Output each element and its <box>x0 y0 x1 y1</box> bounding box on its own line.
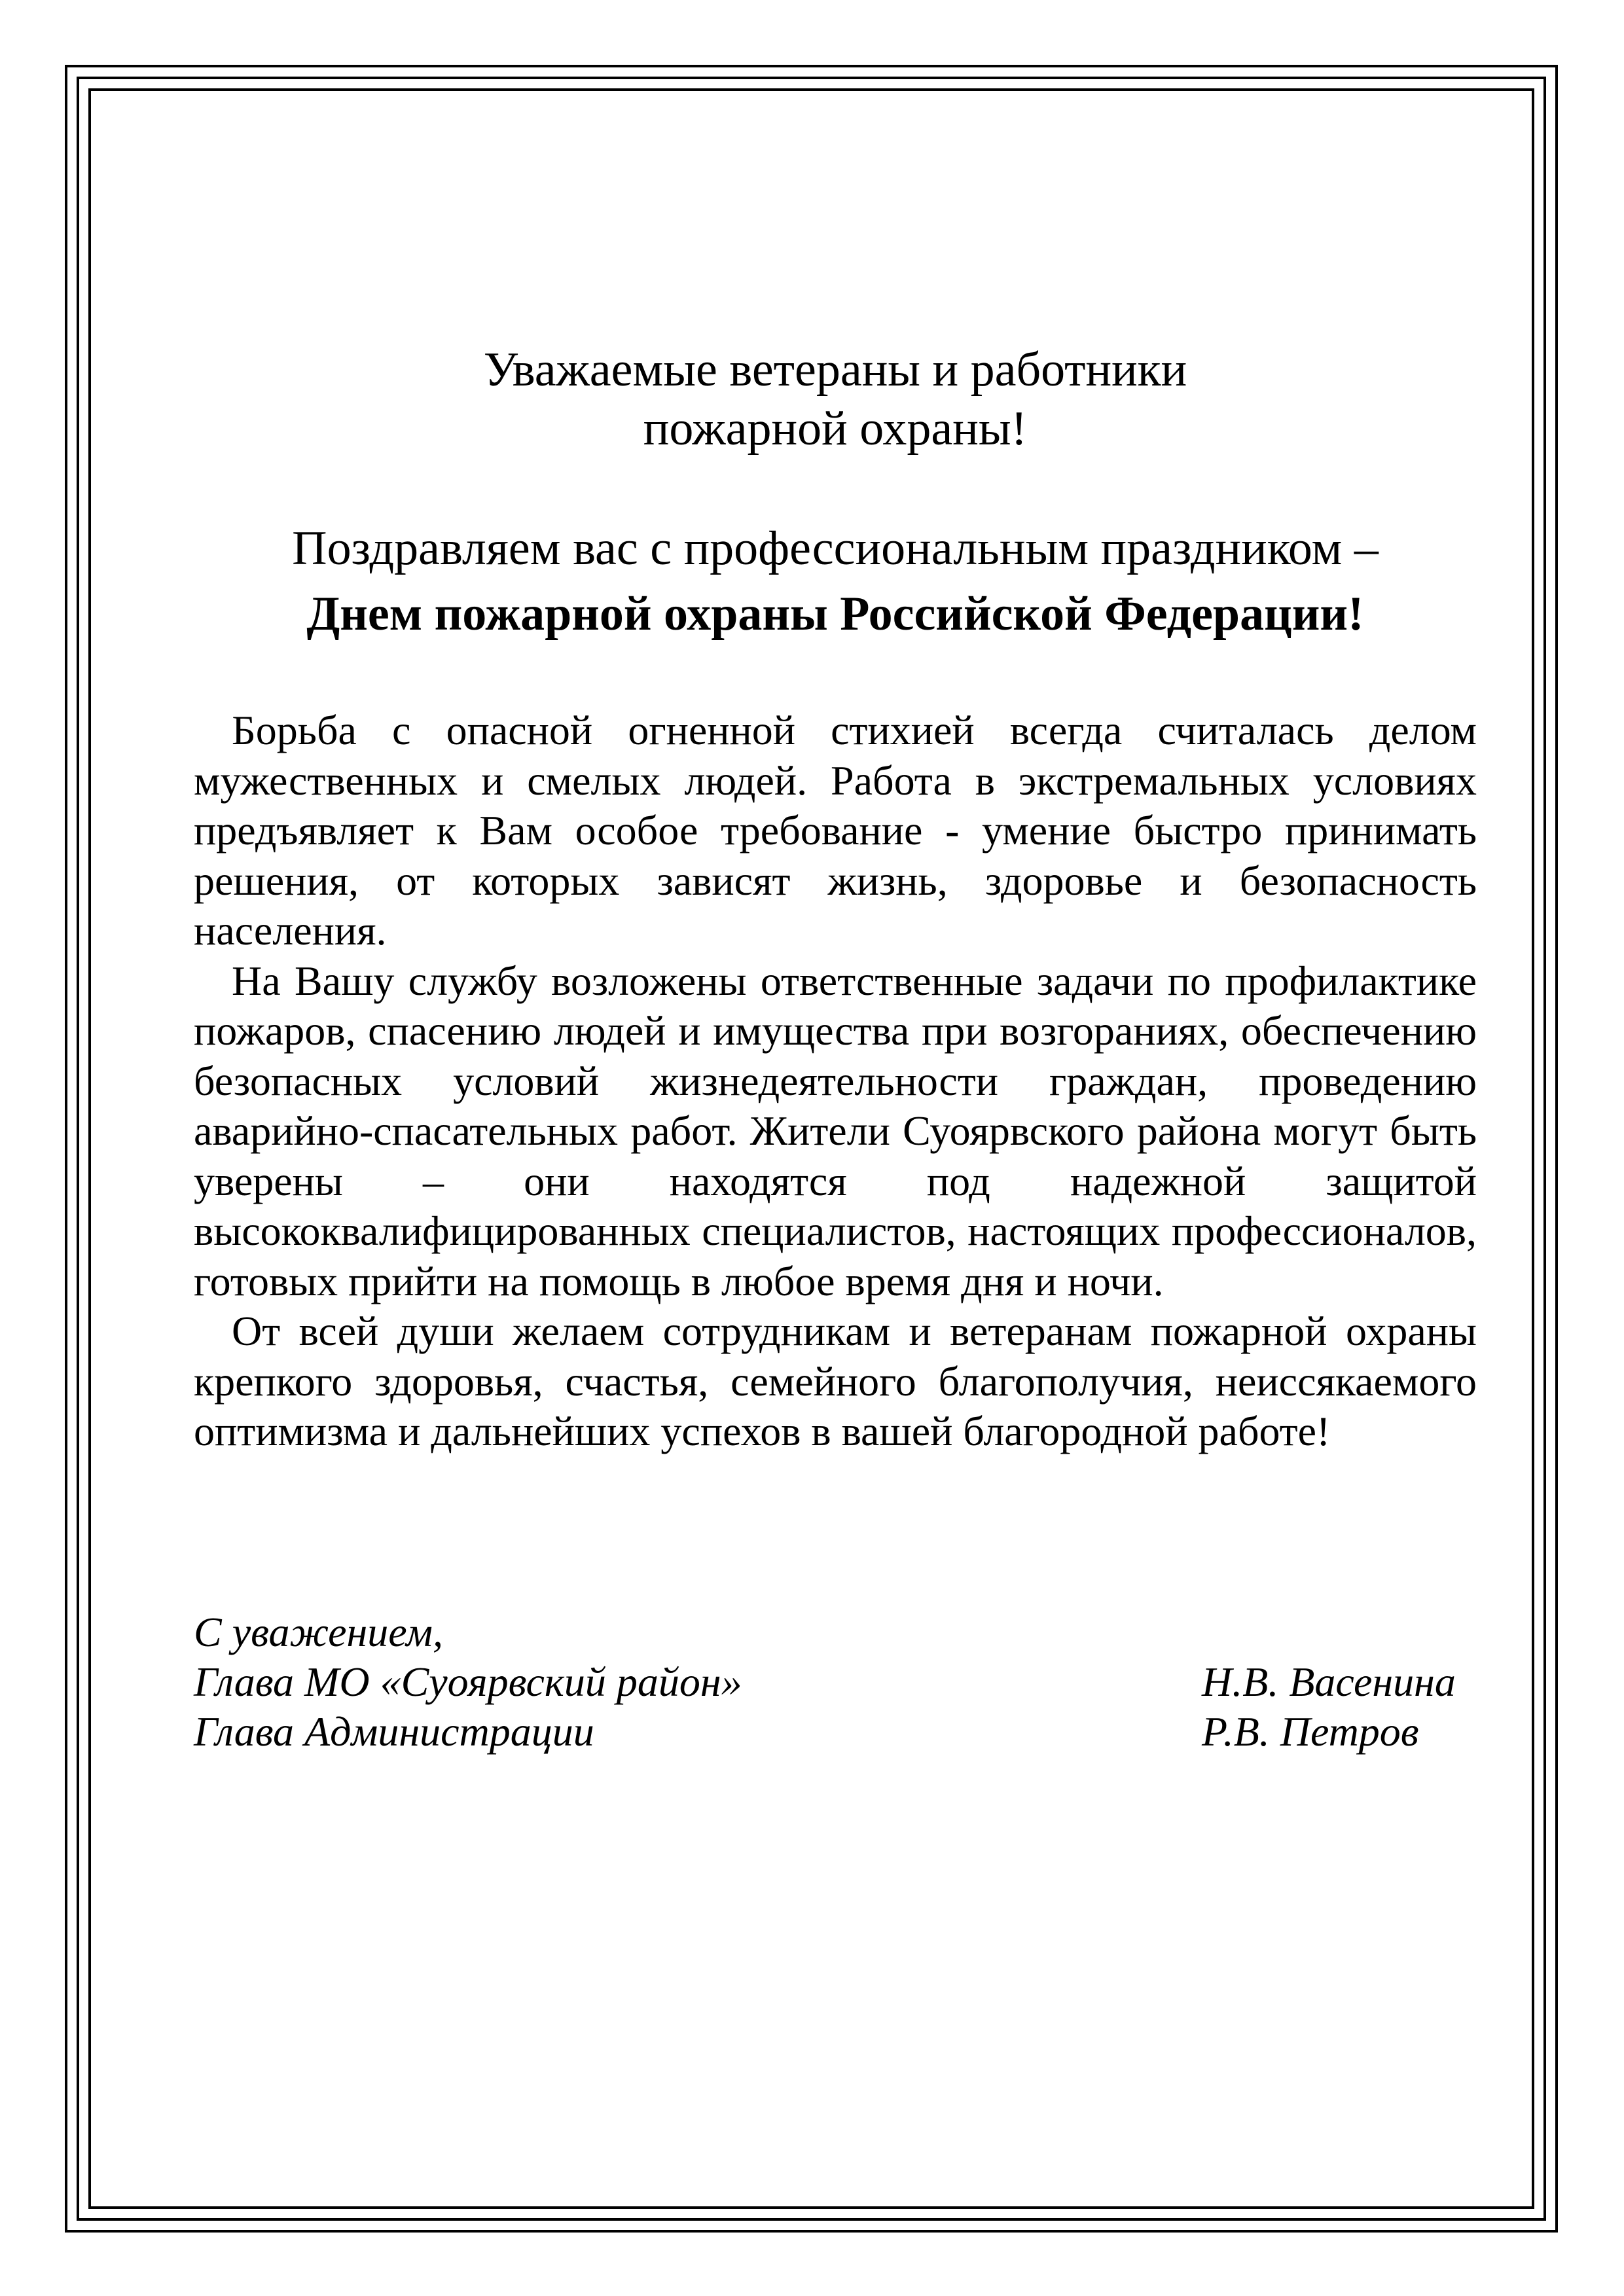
congratulation-line-2 <box>194 581 1477 647</box>
signature-row-2 <box>194 1707 1477 1757</box>
signatory-title-1: Глава МО «Суоярвский район» <box>194 1658 742 1705</box>
congratulation-line-1: Поздравляем вас с профессиональным праздником – <box>292 522 1379 575</box>
greeting-line-1: Уважаемые ветераны и работники <box>483 343 1187 397</box>
signatory-title-2: Глава Администрации <box>194 1708 594 1755</box>
body-paragraph-3: От всей души желаем сотрудникам и ветеранам пожарной охраны крепкого здоровья, счастья, семейного благополучия, неиссякаемого оптимизма и дальнейших успехов в вашей благородной работе! <box>194 1308 1477 1454</box>
body-paragraph-2: На Вашу службу возложены ответственные задачи по профилактике пожаров, спасению людей и имущества при возгораниях, обеспечению безопасных условий жизнедеятельности граждан, проведению аварийно-спасательных работ. Жители Суоярвского района могут быть уверены – они находятся под надежной защитой высококвалифицированных специалистов, настоящих профессионалов, готовых прийти на помощь в любое время дня и ночи. <box>194 957 1477 1304</box>
letter-content <box>194 340 1477 1757</box>
signatory-name-1: Н.В. Васенина <box>1202 1658 1456 1705</box>
body-paragraph-1: Борьба с опасной огненной стихией всегда считалась делом мужественных и смелых людей. Работа в экстремальных условиях предъявляет к Вам особое требование - умение быстро принимать решения, от которых зависят жизнь, здоровье и безопасность населения. <box>194 707 1477 954</box>
signature-block <box>194 1607 1477 1757</box>
signatory-name-2: Р.В. Петров <box>1202 1708 1419 1755</box>
congratulation-heading <box>194 516 1477 647</box>
signature-closing: С уважением, <box>194 1608 443 1655</box>
signature-row-1 <box>194 1657 1477 1707</box>
letter-body <box>194 706 1477 1457</box>
holiday-name: Днем пожарной охраны Российской Федерации! <box>306 587 1364 641</box>
greeting-heading <box>194 340 1477 458</box>
greeting-line-2: пожарной охраны! <box>643 402 1028 456</box>
